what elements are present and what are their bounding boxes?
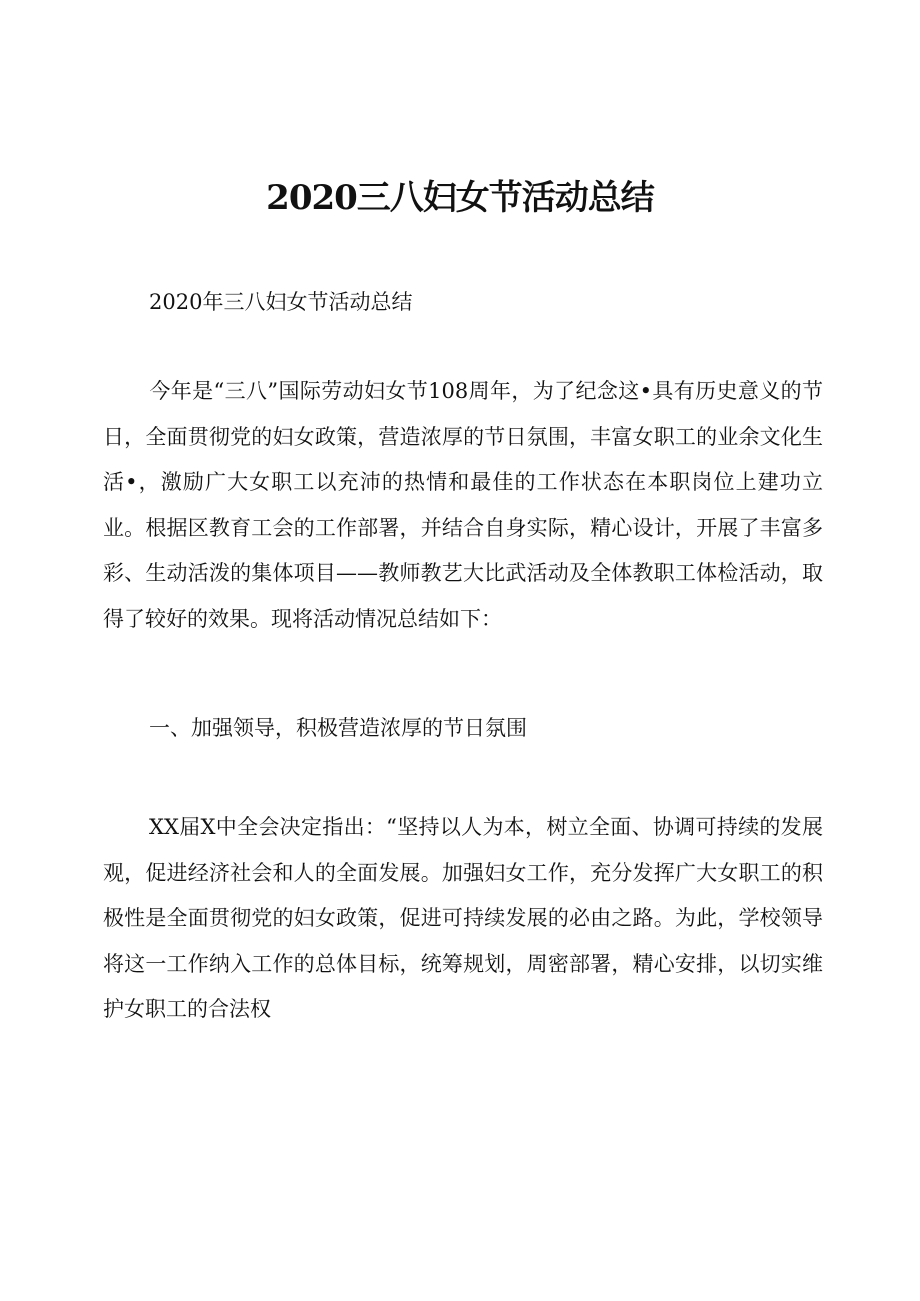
section-heading-text: 一、加强领导，积极营造浓厚的节日氛围 xyxy=(149,716,527,740)
document-title: 2020三八妇女节活动总结 xyxy=(266,178,654,218)
subtitle-text: 2020年三八妇女节活动总结 xyxy=(149,290,413,314)
intro-text: 今年是“三八”国际劳动妇女节108周年，为了纪念这•具有历史意义的节日，全面贯彻党的妇女政策，营造浓厚的节日氛围，丰富女职工的业余文化生活•，激励广大女职工以充沛的热情和最佳的工作状态在本职岗位上建功立业。根据区教育工会的工作部署，并结合自身实际，精心设计，开展了丰富多彩、生动活泼的集体项目——教师教艺大比武活动及全体教职工体检活动，取得了较好的效果。现将活动情况总结如下： xyxy=(103,379,823,631)
section-text: XX届X中全会决定指出：“坚持以人为本，树立全面、协调可持续的发展观，促进经济社会和人的全面发展。加强妇女工作，充分发挥广大女职工的积极性是全面贯彻党的妇女政策，促进可持续发展的必由之路。为此，学校领导将这一工作纳入工作的总体目标，统筹规划，周密部署，精心安排，以切实维护女职工的合法权 xyxy=(103,815,823,1021)
document-subtitle xyxy=(103,280,823,326)
intro-paragraph xyxy=(103,369,823,642)
section-heading xyxy=(103,706,823,752)
section-paragraph xyxy=(103,805,823,1033)
